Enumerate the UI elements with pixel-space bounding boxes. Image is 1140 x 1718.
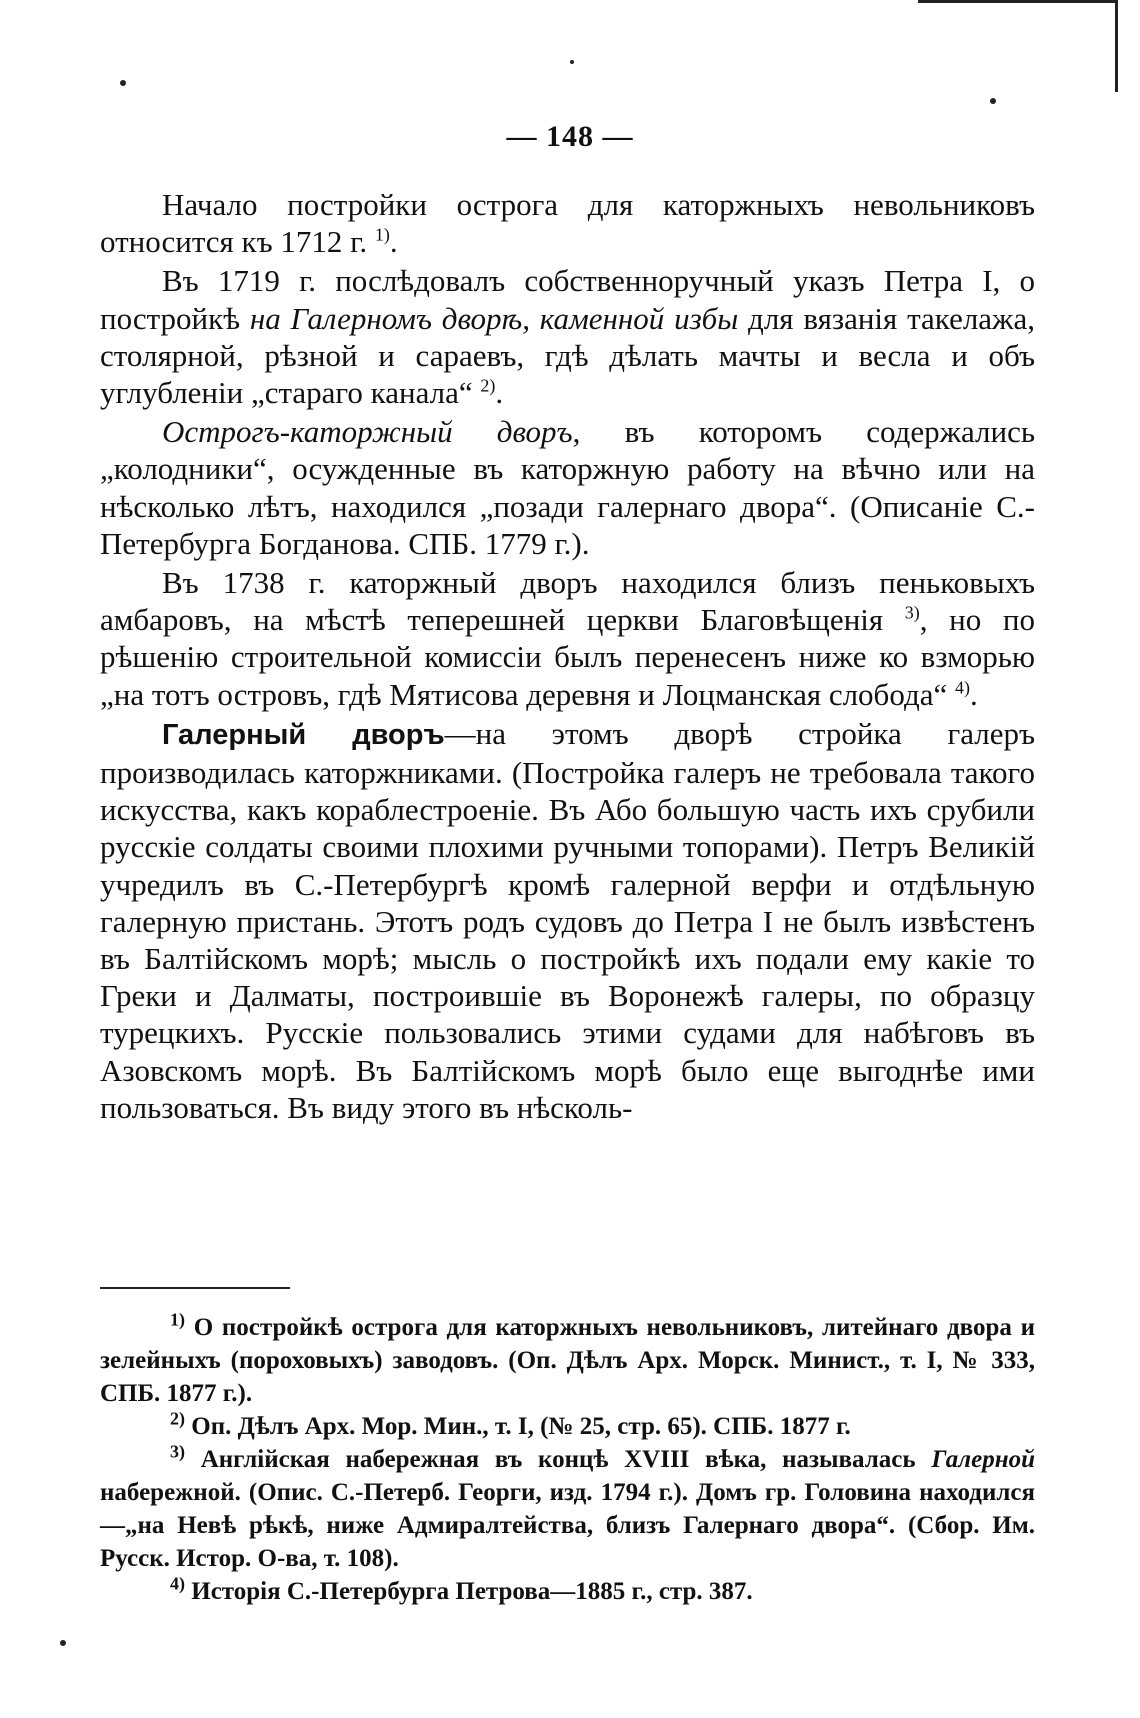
ink-speck xyxy=(990,98,996,104)
footnote-ref: 4) xyxy=(954,677,970,698)
footnote-text: набережной. (Опис. С.-Петерб. Георги, изд. 1794 г.). Домъ гр. Головина находился—„на Невѣ рѣкѣ, ниже Адмиралтейства, близъ Галернаго двора“. (Сбор. Им. Русск. Истор. О-ва, т. 108). xyxy=(100,1479,1035,1572)
footnote-mark: 3) xyxy=(170,1441,185,1462)
page-number: — 148 — xyxy=(506,120,634,153)
footnote xyxy=(100,1575,1035,1608)
page-edge-top xyxy=(918,0,1118,3)
page-edge-right xyxy=(1115,0,1118,92)
paragraph-text: Начало постройки острога для каторжныхъ невольниковъ относится къ 1712 г. xyxy=(100,187,1035,260)
italic-text: Острогъ-каторжный дворъ xyxy=(162,414,573,450)
paragraph: Начало постройки острога для каторжныхъ невольниковъ относится къ 1712 г. $^{1)}$. xyxy=(100,187,1035,260)
footnote xyxy=(100,1410,1035,1443)
footnotes xyxy=(100,1311,1035,1608)
ink-speck xyxy=(120,80,126,86)
italic-text: на Галерномъ дворѣ, каменной избы xyxy=(249,300,739,336)
footnote-mark: 4) xyxy=(170,1573,185,1594)
paragraph: Въ 1738 г. каторжный дворъ находился близъ пеньковыхъ амбаровъ, на мѣстѣ теперешней церкви Благовѣщенія $^{3)}$, но по рѣшенію строительной комиссіи былъ перенесенъ ниже ко взморью „на тотъ островъ, гдѣ Мятисова деревня и Лоцманская слобода“ $^{4)}$. xyxy=(100,565,1035,712)
paragraph-text: , но по рѣшенію строительной комиссіи былъ перенесенъ ниже ко взморью „на тотъ островъ, гдѣ Мятисова деревня и Лоцманская слобода“ xyxy=(100,602,1035,712)
footnote-text: Англійская набережная въ концѣ XVIII вѣка, называлась xyxy=(200,1446,932,1473)
ink-speck xyxy=(60,1640,66,1646)
ink-speck xyxy=(570,60,574,64)
footnote xyxy=(100,1443,1035,1575)
paragraph-text: Въ 1738 г. каторжный дворъ находился близъ пеньковыхъ амбаровъ, на мѣстѣ теперешней церкви Благовѣщенія xyxy=(100,565,1035,638)
run-in-heading: Галерный дворъ xyxy=(162,718,445,751)
footnote-mark: 1) xyxy=(170,1309,185,1330)
footnote-ref: 3) xyxy=(904,602,920,623)
paragraph xyxy=(100,413,1035,562)
footnote-text: О постройкѣ острога для каторжныхъ невольниковъ, литейнаго двора и зелейныхъ (пороховыхъ) заводовъ. (Оп. Дѣлъ Арх. Морск. Минист., т. I, № 333, СПБ. 1877 г.). xyxy=(100,1314,1036,1407)
footnote xyxy=(100,1311,1035,1410)
paragraph: Въ 1719 г. послѣдовалъ собственноручный указъ Петра I, о постройкѣ на Галерномъ дворѣ, каменной избы для вязанія такелажа, столярной, рѣзной и сараевъ, гдѣ дѣлать мачты и весла и объ углубленіи „стараго канала“ $^{2)}$. xyxy=(100,263,1035,411)
footnote-ref: 1) xyxy=(374,224,390,245)
paragraph-text: , въ которомъ содержались „колодники“, осужденные въ каторжную работу на вѣчно или на нѣсколько лѣтъ, находился „позади галернаго двора“. (Описаніе С.-Петербурга Богданова. СПБ. 1779 г.). xyxy=(100,414,1035,561)
footnote-rule xyxy=(100,1287,290,1289)
footnote-mark: 2) xyxy=(170,1408,185,1429)
main-text xyxy=(100,186,1035,1126)
paragraph-text: —на этомъ дворѣ стройка галеръ производилась каторжниками. (Постройка галеръ не требовала такого искусства, какъ кораблестроеніе. Въ Або большую часть ихъ срубили русскіе солдаты своими плохими ручными топорами). Петръ Великій учредилъ въ С.-Петербургѣ кромѣ галерной верфи и отдѣльную галерную пристань. Этотъ родъ судовъ до Петра I не былъ извѣстенъ въ Балтійскомъ морѣ; мысль о постройкѣ ихъ подали ему какіе то Греки и Далматы, построившіе въ Воронежѣ галеры, по образцу турецкихъ. Русскіе пользовались этими судами для набѣговъ въ Азовскомъ морѣ. Въ Балтійскомъ морѣ было еще выгоднѣе ими пользоваться. Въ виду этого въ нѣсколь- xyxy=(100,715,1035,1125)
footnote-text: Оп. Дѣлъ Арх. Мор. Мин., т. I, (№ 25, стр. 65). СПБ. 1877 г. xyxy=(191,1413,851,1440)
footnote-ref: 2) xyxy=(480,375,496,396)
footnote-text: Исторія С.-Петербурга Петрова—1885 г., стр. 387. xyxy=(191,1578,753,1605)
paragraph-text: Въ 1719 г. послѣдовалъ собственноручный указъ Петра I, о постройкѣ xyxy=(100,263,1035,336)
paragraph xyxy=(100,715,1035,1126)
italic-text: Галерной xyxy=(931,1446,1035,1473)
paragraph-text: для вязанія такелажа, столярной, рѣзной и сараевъ, гдѣ дѣлать мачты и весла и объ углубленіи „стараго канала“ xyxy=(100,300,1035,411)
